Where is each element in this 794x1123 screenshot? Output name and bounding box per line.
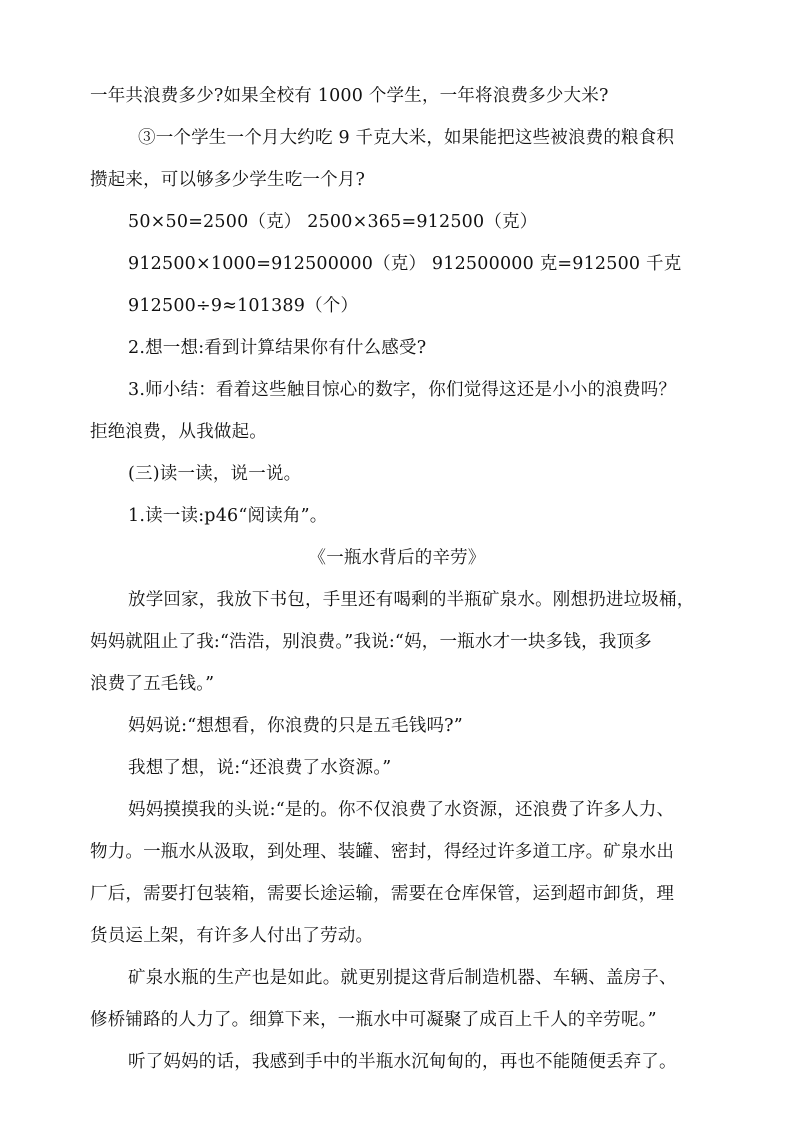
story-line: 妈妈就阻止了我:“浩浩，别浪费。”我说:“妈，一瓶水才一块多钱，我顶多 — [90, 632, 652, 652]
question-line: 2.想一想:看到计算结果你有什么感受? — [128, 338, 427, 358]
story-line: 货员运上架，有许多人付出了劳动。 — [90, 926, 374, 946]
story-line: 妈妈说:“想想看，你浪费的只是五毛钱吗?” — [128, 716, 463, 736]
story-line: 物力。一瓶水从汲取，到处理、装罐、密封，得经过许多道工序。矿泉水出 — [90, 842, 675, 862]
text-line: 一年共浪费多少?如果全校有 1000 个学生，一年将浪费多少大米? — [90, 86, 609, 106]
section-heading: (三)读一读，说一说。 — [128, 464, 302, 484]
calculation-line: 912500÷9≈101389（个） — [128, 296, 359, 316]
text-line: ③一个学生一个月大约吃 9 千克大米，如果能把这些被浪费的粮食积 — [138, 128, 675, 148]
calculation-line: 50×50=2500（克） 2500×365=912500（克） — [128, 212, 538, 232]
text-line: 攒起来，可以够多少学生吃一个月? — [90, 170, 366, 190]
story-line: 妈妈摸摸我的头说:“是的。你不仅浪费了水资源，还浪费了许多人力、 — [128, 800, 675, 820]
story-line: 放学回家，我放下书包，手里还有喝剩的半瓶矿泉水。刚想扔进垃圾桶， — [128, 590, 695, 610]
story-line: 厂后，需要打包装箱，需要长途运输，需要在仓库保管，运到超市卸货，理 — [90, 884, 675, 904]
story-line: 浪费了五毛钱。” — [90, 674, 215, 694]
story-line: 修桥铺路的人力了。细算下来，一瓶水中可凝聚了成百上千人的辛劳呢。” — [90, 1010, 657, 1030]
summary-line: 3.师小结：看着这些触目惊心的数字，你们觉得这还是小小的浪费吗？ — [128, 380, 677, 400]
story-line: 听了妈妈的话，我感到手中的半瓶水沉甸甸的，再也不能随便丢弃了。 — [128, 1052, 677, 1072]
text-line: 1.读一读:p46“阅读角”。 — [128, 506, 328, 526]
story-title: 《一瓶水背后的辛劳》 — [308, 548, 486, 568]
text-line: 拒绝浪费，从我做起。 — [90, 422, 267, 442]
story-line: 我想了想，说:“还浪费了水资源。” — [128, 758, 392, 778]
story-line: 矿泉水瓶的生产也是如此。就更别提这背后制造机器、车辆、盖房子、 — [128, 968, 677, 988]
calculation-line: 912500×1000=912500000（克） 912500000 克=912500 千克 — [128, 254, 682, 274]
